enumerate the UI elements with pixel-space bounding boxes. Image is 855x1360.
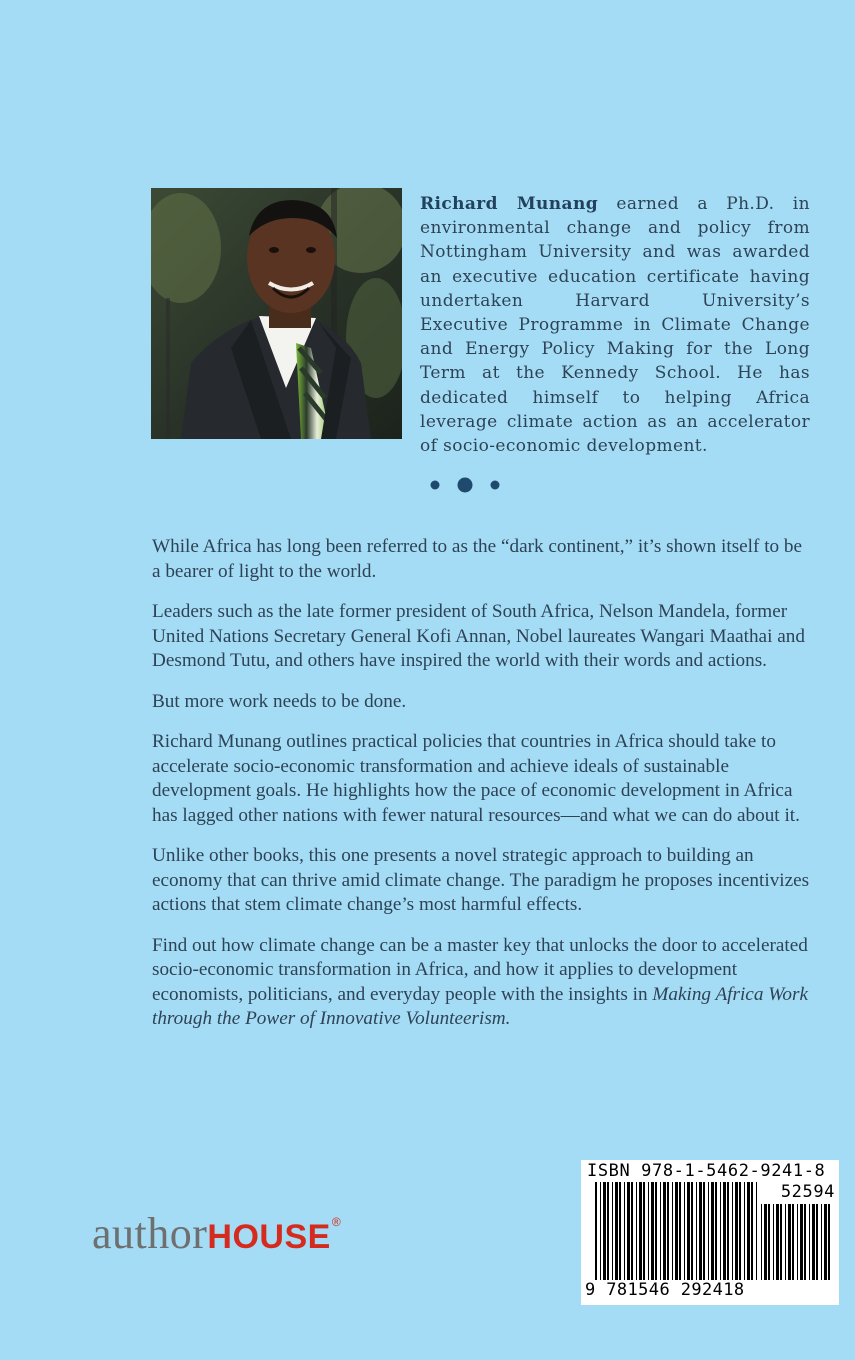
author-photo: [151, 188, 402, 439]
barcode-bar: [747, 1182, 750, 1280]
barcode-bar: [696, 1182, 697, 1280]
barcode-bar: [595, 1182, 597, 1280]
barcode-bar: [797, 1204, 798, 1280]
author-bio-text: earned a Ph.D. in environmental change and policy from Nottingham University and was awarded an executive education certificate having undertaken Harvard University’s Executive Programme in Climate Change and Energy Policy Making for the Long Term at the Kennedy School. He has dedicated himself to helping Africa leverage climate action as an accelerator of socio-economic development.: [420, 194, 810, 457]
barcode-bar: [624, 1182, 625, 1280]
barcode-bar: [816, 1204, 818, 1280]
barcode-bar: [699, 1182, 702, 1280]
barcode-bar: [751, 1182, 753, 1280]
divider-dot-right: [491, 481, 500, 490]
blurb-paragraph-5: Unlike other books, this one presents a novel strategic approach to building an economy that can thrive amid climate change. The paradigm he proposes incentivizes actions that stem climate change’s most harmful effects.: [152, 845, 810, 915]
isbn-number: ISBN 978-1-5462-9241-8: [587, 1161, 826, 1181]
barcode-bar: [607, 1182, 609, 1280]
author-name: Richard Munang: [420, 194, 599, 214]
barcode-bar: [804, 1204, 806, 1280]
addon-barcode-bars: [761, 1204, 831, 1280]
barcode-bar: [660, 1182, 661, 1280]
barcode-bar: [655, 1182, 657, 1280]
divider-dot-left: [431, 481, 440, 490]
barcode-bar: [761, 1204, 762, 1280]
blurb-paragraph-1: While Africa has long been referred to as the “dark continent,” it’s shown itself to be a bearer of light to the world.: [152, 536, 803, 582]
publisher-logo-author: author: [92, 1209, 208, 1258]
barcode-bar: [732, 1182, 733, 1280]
barcode-bar: [612, 1182, 613, 1280]
blurb-paragraph-6-text: Find out how climate change can be a master key that unlocks the door to accelerated socio-economic transformation in Africa, and how it applies to development economists, politicians, and everyday people with the insights in: [152, 934, 808, 1005]
registered-mark-icon: ®: [331, 1215, 341, 1229]
barcode-bar: [792, 1204, 794, 1280]
barcode-bar: [667, 1182, 669, 1280]
barcode-bar: [773, 1204, 774, 1280]
barcode-bar: [615, 1182, 618, 1280]
barcode-bar: [715, 1182, 717, 1280]
barcode-bar: [735, 1182, 738, 1280]
barcode-bar: [703, 1182, 705, 1280]
barcode-bar: [764, 1204, 767, 1280]
barcode-bar: [744, 1182, 745, 1280]
barcode-bar: [785, 1204, 786, 1280]
barcode-bar: [720, 1182, 721, 1280]
barcode-bar: [631, 1182, 633, 1280]
barcode-bar: [727, 1182, 729, 1280]
book-title-italic: Making Africa Work through the Power of Innovative Volunteerism.: [152, 983, 809, 1029]
barcode-bar: [643, 1182, 645, 1280]
barcode-bar: [691, 1182, 693, 1280]
author-bio: [420, 192, 810, 458]
divider-dot-center: [458, 478, 473, 493]
blurb-paragraph-3: But more work needs to be done.: [152, 690, 407, 712]
barcode-bar: [776, 1204, 779, 1280]
barcode-bar: [679, 1182, 681, 1280]
barcode-bar: [687, 1182, 690, 1280]
publisher-logo: [92, 1208, 341, 1258]
barcode-bar: [684, 1182, 685, 1280]
barcode-bar: [675, 1182, 678, 1280]
blurb-paragraph-2: Leaders such as the late former president of South Africa, Nelson Mandela, former United Nations Secretary General Kofi Annan, Nobel laureates Wangari Maathai and Desmond Tutu, and others have inspired the world with their words and actions.: [152, 601, 805, 671]
barcode-bar: [619, 1182, 621, 1280]
ean-digits: 9 781546 292418: [585, 1280, 745, 1300]
barcode-bar: [711, 1182, 714, 1280]
barcode-bar: [708, 1182, 709, 1280]
barcode-bar: [768, 1204, 770, 1280]
barcode-bar: [780, 1204, 782, 1280]
barcode-bar: [812, 1204, 815, 1280]
author-portrait-image: [151, 188, 402, 439]
barcode-bar: [788, 1204, 791, 1280]
barcode-bar: [739, 1182, 741, 1280]
barcode-bar: [636, 1182, 637, 1280]
barcode-bar: [600, 1182, 601, 1280]
barcode-bar: [821, 1204, 822, 1280]
barcode-bar: [800, 1204, 803, 1280]
barcode-bar: [824, 1204, 827, 1280]
barcode-bar: [651, 1182, 654, 1280]
isbn-barcode: [581, 1160, 839, 1305]
barcode-bar: [828, 1204, 830, 1280]
blurb-paragraph-4: Richard Munang outlines practical policies that countries in Africa should take to accelerate socio-economic transformation and achieve ideals of sustainable development goals. He highlights how the pace of economic development in Africa has lagged other nations with fewer natural resources—and what we can do about it.: [152, 731, 800, 826]
publisher-logo-house: HOUSE: [207, 1218, 331, 1256]
barcode-bar: [639, 1182, 642, 1280]
section-divider-dots: [428, 476, 504, 496]
barcode-bar: [648, 1182, 649, 1280]
barcode-bar: [809, 1204, 810, 1280]
barcode-bar: [627, 1182, 630, 1280]
barcode-bar: [672, 1182, 673, 1280]
barcode-bar: [723, 1182, 726, 1280]
barcode-bar: [756, 1182, 757, 1280]
barcode-bar: [603, 1182, 606, 1280]
barcode-bar: [663, 1182, 666, 1280]
blurb-paragraph-6: [152, 934, 812, 1032]
price-code: 52594: [780, 1182, 835, 1202]
book-blurb: [152, 535, 812, 1032]
ean-barcode-bars: [595, 1182, 759, 1280]
